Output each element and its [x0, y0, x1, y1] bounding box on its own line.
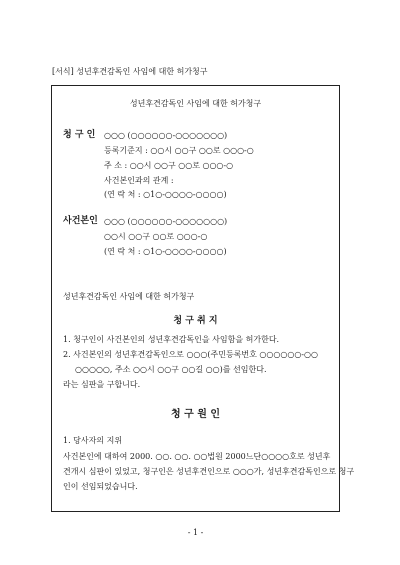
claimant-name: ○○○ (○○○○○○-○○○○○○○): [104, 131, 228, 140]
reason-line: 사건본인에 대하여 2000. ○○. ○○. ○○법원 2000느단○○○○호로 성년후: [63, 452, 331, 461]
doc-title: 성년후견감독인 사임에 대한 허가청구: [129, 99, 262, 108]
claimant-relation: 사건본인과의 관계 :: [104, 176, 174, 185]
purpose-item: ○○○○○, 주소 ○○시 ○○구 ○○길 ○○)를 선임한다.: [75, 365, 267, 374]
reason-line: 인이 선임되었습니다.: [63, 482, 138, 491]
claimant-registered-address: 등록기준지 : ○○시 ○○구 ○○로 ○○○-○: [104, 146, 254, 155]
principal-name: ○○○ (○○○○○○-○○○○○○○): [104, 217, 228, 226]
purpose-item: 1. 청구인이 사건본인의 성년후견감독인을 사임함을 허가한다.: [63, 335, 280, 344]
page-number: - 1 -: [187, 528, 204, 537]
reason-line: 견개시 심판이 있었고, 청구인은 성년후견인으로 ○○○가, 성년후견감독인으로 청구: [63, 467, 355, 476]
reason-heading: 청 구 원 인: [170, 409, 221, 420]
purpose-heading: 청 구 취 지: [173, 316, 218, 326]
principal-address: ○○시 ○○구 ○○로 ○○○-○: [104, 232, 208, 241]
claimant-contact: (연 락 처 : ○1○-○○○○-○○○○): [104, 190, 227, 199]
principal-label: 사건본인: [63, 216, 98, 226]
purpose-closing: 라는 심판을 구합니다.: [63, 380, 141, 389]
reason-subheading: 1. 당사자의 지위: [63, 436, 123, 445]
case-name: 성년후견감독인 사임에 대한 허가청구: [63, 292, 195, 301]
claimant-address: 주 소 : ○○시 ○○구 ○○로 ○○○-○: [104, 161, 234, 170]
header-title: [서식] 성년후견감독인 사임에 대한 허가청구: [52, 67, 208, 76]
purpose-item: 2. 사건본인의 성년후견감독인으로 ○○○(주민등록번호 ○○○○○○-○○: [63, 350, 318, 359]
principal-contact: (연 락 처 : ○1○-○○○○-○○○○): [104, 247, 227, 256]
claimant-label: 청 구 인: [63, 130, 96, 140]
